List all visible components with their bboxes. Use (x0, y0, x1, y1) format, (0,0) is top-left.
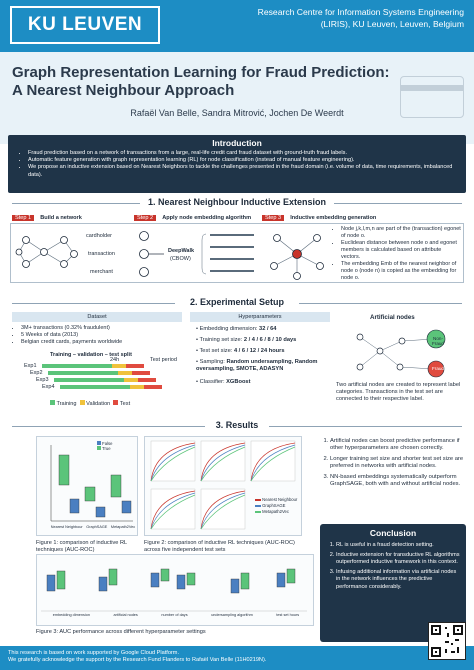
footer-line-1: This research is based on work supported by Google Cloud Platform. (8, 650, 180, 656)
authors: Rafaël Van Belle, Sandra Mitrović, Jochen De Weerdt (130, 108, 344, 118)
fig1-plot (37, 437, 137, 535)
hyper-row-train-size: • Training set size: 2 / 4 / 6 / 8 / 10 days (196, 337, 297, 343)
figure-3-hyperparameter-plots (36, 554, 314, 626)
fraud-node-label: Fraud (431, 366, 444, 371)
dataset-heading: Dataset (12, 312, 182, 322)
footer-line-2: We gratefully acknowledge the support by the Research Fund Flanders to Rafaël Van Belle (11H0219N). (8, 657, 267, 663)
split-legend: Training Validation Test (50, 400, 130, 407)
hyper-row-sampling: • Sampling: Random undersampling, Random oversampling, SMOTE, ADASYN (196, 359, 318, 372)
header-banner (0, 0, 474, 52)
institute-line-2: (LIRIS), KU Leuven, Leuven, Belgium (320, 19, 464, 29)
fig3-xlabels: embedding dimension artificial nodes number of days undersampling algorithm test set hours (52, 613, 300, 617)
step-1-header: Step 1 Build a network (12, 215, 82, 221)
institute-line-1: Research Centre for Information Systems Engineering (257, 7, 464, 17)
step-2-header: Step 2 Apply node embedding algorithm (134, 215, 251, 221)
qr-code[interactable] (428, 622, 466, 660)
cbow-label: (CBOW) (170, 256, 191, 262)
hyper-row-embedding: • Embedding dimension: 32 / 64 (196, 326, 277, 332)
figure-1-caption: Figure 1: comparison of inductive RL techniques (AUC-ROC) (36, 540, 127, 553)
section-3-heading: 3. Results (205, 420, 269, 430)
cardholder-label: cardholder (86, 233, 112, 239)
footer (0, 646, 474, 670)
institute-affiliation (194, 6, 464, 30)
intro-bullet: • Fraud prediction based on a network of transactions from a large, real-life credit card fraud dataset with ground-truth fraud labels. (28, 150, 462, 157)
egonet-diagram (262, 226, 332, 282)
artificial-nodes-diagram (340, 323, 464, 381)
figure-2-caption: Figure 2: comparison of inductive RL techniques (AUC-ROC) across five independent test sets (144, 540, 295, 553)
conclusion-heading: Conclusion (369, 528, 417, 538)
fig2-legend: Nearest Neighbour GraphSAGE Metapath2Vec (255, 497, 297, 515)
step-3-header: Step 3 Inductive embedding generation (262, 215, 376, 221)
qr-pattern (429, 623, 465, 659)
section-2-heading: 2. Experimental Setup (175, 297, 299, 307)
intro-bullet: • We propose an inductive extension based on Nearest Neighbors to tackle the challenges presented in the fraud domain (i.e. volume of data, time requirements, imbalanced data). (28, 164, 462, 178)
tvt-title: Training – validation – test split (50, 352, 132, 358)
deepwalk-diagram (136, 226, 260, 282)
merchant-label: merchant (90, 269, 113, 275)
network-diagram (14, 226, 134, 282)
fig2-plot (145, 437, 301, 535)
fig1-legend: False True (97, 441, 112, 451)
non-fraud-node-label: Non-Fraud (431, 336, 444, 346)
figure-1-boxplot (36, 436, 138, 536)
poster-title: Graph Representation Learning for Fraud Prediction: A Nearest Neighbour Approach (12, 64, 390, 99)
hyper-row-classifier: • Classifier: XGBoost (196, 379, 251, 385)
transaction-label: transaction (88, 251, 115, 257)
step-3-bullets: • Node j,k,l,m,n are part of the (transaction) egonet of node o. • Euclidean distance between node o and egonet members is calculated based on attribute vectors. • The embedding Emb of the nearest neighbor of node o (node n) is copied as the embedding for node o. (334, 226, 462, 282)
dataset-list: • 3M+ transactions (0.32% fraudulent) • 5 Weeks of data (2013) • Belgian credit cards, payments worldwide (14, 325, 184, 346)
hyper-row-test-size: • Test set size: 4 / 6 / 12 / 24 hours (196, 348, 285, 354)
artificial-nodes-heading: Artificial nodes (370, 314, 415, 321)
introduction-box (8, 135, 466, 193)
section-1-heading: 1. Nearest Neighbour Inductive Extension (140, 197, 334, 207)
hyperparameters-heading: Hyperparameters (190, 312, 330, 322)
conclusion-list: 1. RL is useful in a fraud detection setting. 2. Inductive extension for transductive RL algorithms outperformed inductive framework in this context. 3. Infusing additional information via artificial nodes in the network influences the predictive performance considerably. (328, 542, 462, 593)
figure-2-roc-grid (144, 436, 302, 536)
results-findings: 1. Artificial nodes can boost predictive performance if other hyperparameters are chosen correctly. 2. Longer training set size and shorter test set size are preferred in networks with artificial nodes. 3. NN-based embeddings systematically outperform GraphSAGE, both with and without artificial nodes. (320, 438, 466, 491)
artificial-nodes-text: Two artificial nodes are created to represent label categories. Transactions in the test set are connected to their respective label. (336, 382, 461, 402)
figure-3-caption: Figure 3: AUC performance across different hyperparameter settings (36, 629, 206, 635)
deepwalk-label: DeepWalk (168, 248, 195, 254)
intro-bullet: • Automatic feature generation with graph representation learning (RL) for node classification (instead of manual feature engineering). (28, 157, 462, 164)
introduction-heading: Introduction (212, 138, 262, 148)
fig1-xlabels: Nearest Neighbour GraphSAGE Metapath2Vec (50, 525, 136, 529)
introduction-list (22, 150, 462, 179)
title-area (0, 52, 474, 144)
ku-leuven-logo: KU LEUVEN (10, 6, 160, 44)
